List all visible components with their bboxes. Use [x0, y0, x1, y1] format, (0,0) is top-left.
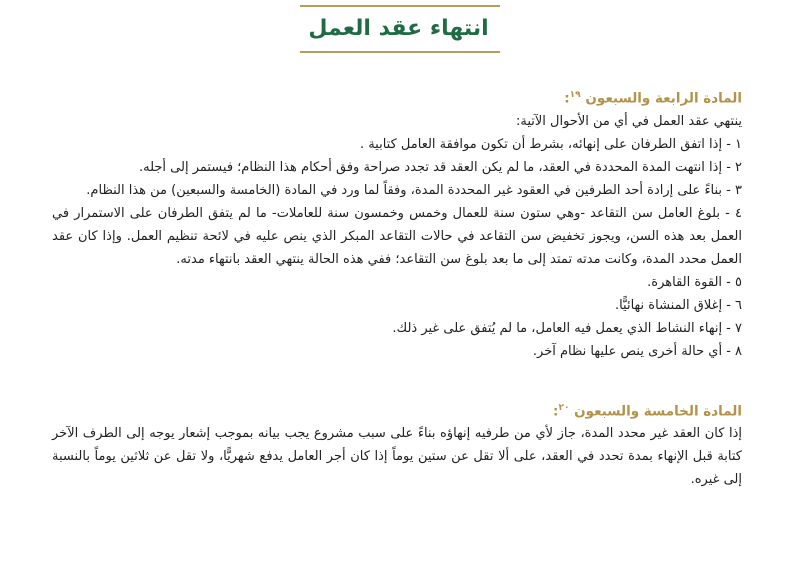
list-item: ٧ - إنهاء النشاط الذي يعمل فيه العامل، ما لم يُتفق على غير ذلك.	[392, 320, 742, 336]
list-item: ٨ - أي حالة أخرى ينص عليها نظام آخر.	[532, 343, 742, 359]
article-74-colon: :	[564, 90, 570, 107]
list-item: ١ - إذا اتفق الطرفان على إنهائه، بشرط أن تكون موافقة العامل كتابية .	[359, 136, 742, 152]
footnote-ref-20[interactable]: ٢٠	[558, 402, 570, 413]
document-body	[52, 84, 742, 491]
footnote-ref-19[interactable]: ١٩	[569, 90, 581, 100]
article-74-title: المادة الرابعة والسبعون	[585, 90, 742, 107]
list-item: ٤ - بلوغ العامل سن التقاعد -وهي ستون سنة للعمال وخمس وخمسون سنة للعاملات- ما لم يتفق الطرفان على الاستمرار في العمل بعد هذه السن، ويجوز تخفيض سن التقاعد في حالات التقاعد المبكر الذي ينص عليه في لائحة تنظيم العمل. وإذا كان عقد العمل محدد المدة، وكانت مدته تمتد إلى ما بعد بلوغ سن التقاعد؛ ففي هذه الحالة ينتهي العقد بانتهاء مدته.	[52, 205, 742, 267]
article-74-list	[52, 133, 742, 363]
page-title: انتهاء عقد العمل	[308, 16, 489, 41]
list-item: ٦ - إغلاق المنشاة نهائيًّا.	[614, 297, 742, 313]
article-75-heading	[52, 397, 742, 423]
list-item: ٣ - بناءً على إرادة أحد الطرفين في العقود غير المحددة المدة، وفقاً لما ورد في المادة (الخامسة والسبعين) من هذا النظام.	[86, 182, 742, 198]
list-item: ٢ - إذا انتهت المدة المحددة في العقد، ما لم يكن العقد قد تجدد صراحة وفق أحكام هذا النظام؛ فيستمر إلى أجله.	[138, 159, 742, 175]
article-75-body: إذا كان العقد غير محدد المدة، جاز لأي من طرفيه إنهاؤه بناءً على سبب مشروع يجب بيانه بموجب إشعار يوجه إلى الطرف الآخر كتابة قبل الإنهاء بمدة تحدد في العقد، على ألا تقل عن ستين يوماً إذا كان أجر العامل يدفع شهريًّا، ولا تقل عن ثلاثين يوماً بالنسبة إلى غيره.	[52, 426, 742, 487]
top-divider	[300, 5, 500, 7]
article-75-title: المادة الخامسة والسبعون	[574, 403, 742, 419]
list-item: ٥ - القوة القاهرة.	[647, 274, 742, 290]
article-74-intro: ينتهي عقد العمل في أي من الأحوال الآتية:	[515, 113, 742, 129]
section-spacer	[52, 363, 742, 397]
article-74-heading	[52, 84, 742, 110]
title-divider	[300, 51, 500, 53]
article-75-colon: :	[553, 403, 559, 419]
